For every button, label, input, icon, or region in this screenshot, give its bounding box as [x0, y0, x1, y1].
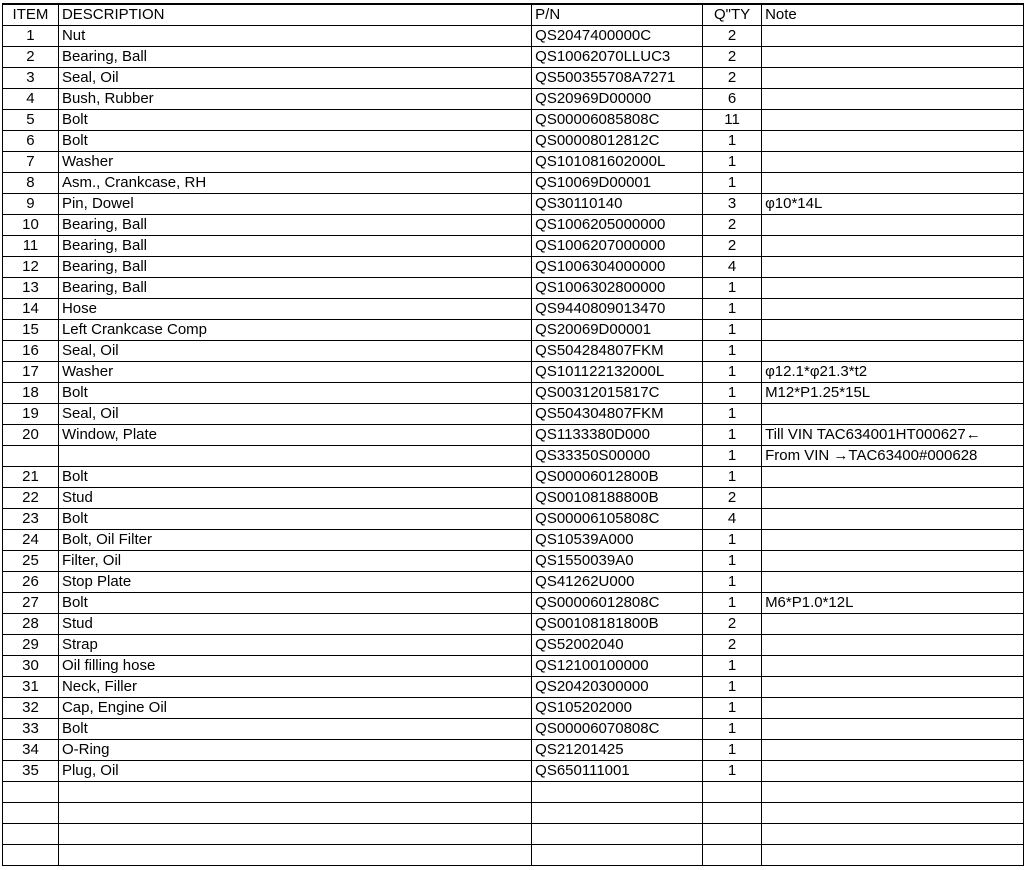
item-cell: 17: [3, 362, 59, 383]
table-row: [3, 656, 1024, 677]
col-header-pn: P/N: [532, 4, 703, 26]
note-cell: [762, 719, 1024, 740]
item-cell: 19: [3, 404, 59, 425]
qty-cell: 2: [703, 614, 762, 635]
pn-cell: QS00312015817C: [532, 383, 703, 404]
note-cell: [762, 26, 1024, 47]
table-row: [3, 89, 1024, 110]
item-cell: 28: [3, 614, 59, 635]
qty-cell: 2: [703, 488, 762, 509]
pn-cell: QS12100100000: [532, 656, 703, 677]
description-cell: Window, Plate: [58, 425, 531, 446]
qty-cell: 1: [703, 341, 762, 362]
qty-cell: 4: [703, 509, 762, 530]
note-cell: [762, 278, 1024, 299]
pn-cell: QS1006302800000: [532, 278, 703, 299]
pn-cell: QS650111001: [532, 761, 703, 782]
qty-cell: 4: [703, 257, 762, 278]
pn-cell: QS2047400000C: [532, 26, 703, 47]
item-cell: 12: [3, 257, 59, 278]
description-cell: Bolt: [58, 467, 531, 488]
qty-cell: 1: [703, 761, 762, 782]
qty-cell: 1: [703, 551, 762, 572]
qty-cell: 1: [703, 446, 762, 467]
item-cell: 2: [3, 47, 59, 68]
table-row: [3, 551, 1024, 572]
note-cell: [762, 803, 1024, 824]
table-row: [3, 677, 1024, 698]
qty-cell: [703, 845, 762, 866]
pn-cell: QS1550039A0: [532, 551, 703, 572]
qty-cell: 1: [703, 467, 762, 488]
item-cell: 16: [3, 341, 59, 362]
table-row: [3, 131, 1024, 152]
description-cell: Washer: [58, 362, 531, 383]
table-row: [3, 110, 1024, 131]
pn-cell: QS101081602000L: [532, 152, 703, 173]
item-cell: 25: [3, 551, 59, 572]
qty-cell: 1: [703, 152, 762, 173]
pn-cell: QS10069D00001: [532, 173, 703, 194]
qty-cell: 1: [703, 425, 762, 446]
table-row: [3, 719, 1024, 740]
pn-cell: QS33350S00000: [532, 446, 703, 467]
qty-cell: 2: [703, 26, 762, 47]
description-cell: Asm., Crankcase, RH: [58, 173, 531, 194]
note-cell: φ12.1*φ21.3*t2: [762, 362, 1024, 383]
qty-cell: [703, 782, 762, 803]
qty-cell: 2: [703, 635, 762, 656]
item-cell: [3, 803, 59, 824]
pn-cell: QS52002040: [532, 635, 703, 656]
description-cell: Neck, Filler: [58, 677, 531, 698]
pn-cell: QS1006304000000: [532, 257, 703, 278]
description-cell: [58, 782, 531, 803]
item-cell: 13: [3, 278, 59, 299]
qty-cell: 1: [703, 404, 762, 425]
table-row: [3, 509, 1024, 530]
table-row: [3, 614, 1024, 635]
description-cell: Bearing, Ball: [58, 236, 531, 257]
qty-cell: 1: [703, 173, 762, 194]
pn-cell: QS504284807FKM: [532, 341, 703, 362]
table-row: [3, 425, 1024, 446]
col-header-description: DESCRIPTION: [58, 4, 531, 26]
item-cell: 33: [3, 719, 59, 740]
table-row: [3, 635, 1024, 656]
item-cell: 26: [3, 572, 59, 593]
qty-cell: 1: [703, 572, 762, 593]
description-cell: Bearing, Ball: [58, 278, 531, 299]
table-row: [3, 320, 1024, 341]
note-cell: [762, 131, 1024, 152]
item-cell: [3, 782, 59, 803]
description-cell: O-Ring: [58, 740, 531, 761]
item-cell: 5: [3, 110, 59, 131]
note-cell: [762, 677, 1024, 698]
note-cell: [762, 173, 1024, 194]
item-cell: [3, 824, 59, 845]
item-cell: 35: [3, 761, 59, 782]
note-cell: [762, 761, 1024, 782]
item-cell: 30: [3, 656, 59, 677]
item-cell: 10: [3, 215, 59, 236]
description-cell: Bearing, Ball: [58, 215, 531, 236]
note-cell: [762, 404, 1024, 425]
description-cell: Bush, Rubber: [58, 89, 531, 110]
col-header-qty: Q"TY: [703, 4, 762, 26]
pn-cell: [532, 845, 703, 866]
table-row: [3, 299, 1024, 320]
note-cell: [762, 551, 1024, 572]
item-cell: 34: [3, 740, 59, 761]
pn-cell: QS00006070808C: [532, 719, 703, 740]
note-cell: [762, 740, 1024, 761]
qty-cell: 1: [703, 719, 762, 740]
pn-cell: QS10539A000: [532, 530, 703, 551]
table-row: [3, 404, 1024, 425]
table-row: [3, 215, 1024, 236]
table-row: [3, 530, 1024, 551]
qty-cell: 1: [703, 299, 762, 320]
parts-table: [2, 3, 1024, 866]
table-row: [3, 257, 1024, 278]
pn-cell: QS101122132000L: [532, 362, 703, 383]
qty-cell: 2: [703, 47, 762, 68]
note-cell: [762, 614, 1024, 635]
description-cell: Strap: [58, 635, 531, 656]
note-cell: [762, 845, 1024, 866]
qty-cell: 2: [703, 68, 762, 89]
description-cell: Bolt: [58, 131, 531, 152]
qty-cell: 1: [703, 656, 762, 677]
item-cell: 8: [3, 173, 59, 194]
table-row: [3, 383, 1024, 404]
qty-cell: [703, 803, 762, 824]
table-row: [3, 845, 1024, 866]
table-row: [3, 803, 1024, 824]
note-cell: [762, 68, 1024, 89]
note-cell: [762, 635, 1024, 656]
description-cell: Seal, Oil: [58, 68, 531, 89]
note-cell: [762, 320, 1024, 341]
pn-cell: QS20420300000: [532, 677, 703, 698]
item-cell: 29: [3, 635, 59, 656]
pn-cell: QS20069D00001: [532, 320, 703, 341]
description-cell: [58, 845, 531, 866]
note-cell: [762, 530, 1024, 551]
description-cell: Left Crankcase Comp: [58, 320, 531, 341]
description-cell: Bolt: [58, 593, 531, 614]
qty-cell: 3: [703, 194, 762, 215]
table-row: [3, 194, 1024, 215]
description-cell: Bolt: [58, 383, 531, 404]
item-cell: 20: [3, 425, 59, 446]
description-cell: Filter, Oil: [58, 551, 531, 572]
description-cell: Seal, Oil: [58, 341, 531, 362]
note-cell: From VIN →TAC63400#000628: [762, 446, 1024, 467]
qty-cell: 1: [703, 383, 762, 404]
note-cell: M12*P1.25*15L: [762, 383, 1024, 404]
col-header-note: Note: [762, 4, 1024, 26]
pn-cell: QS105202000: [532, 698, 703, 719]
pn-cell: QS00006085808C: [532, 110, 703, 131]
item-cell: 11: [3, 236, 59, 257]
item-cell: 3: [3, 68, 59, 89]
table-row: [3, 26, 1024, 47]
description-cell: [58, 803, 531, 824]
description-cell: Bearing, Ball: [58, 257, 531, 278]
table-row: [3, 488, 1024, 509]
table-row: [3, 278, 1024, 299]
item-cell: 22: [3, 488, 59, 509]
item-cell: 23: [3, 509, 59, 530]
item-cell: 1: [3, 26, 59, 47]
note-cell: [762, 215, 1024, 236]
note-cell: [762, 509, 1024, 530]
note-cell: [762, 782, 1024, 803]
pn-cell: QS00108188800B: [532, 488, 703, 509]
item-cell: 15: [3, 320, 59, 341]
description-cell: Washer: [58, 152, 531, 173]
pn-cell: QS1006205000000: [532, 215, 703, 236]
item-cell: 32: [3, 698, 59, 719]
qty-cell: 2: [703, 215, 762, 236]
item-cell: 24: [3, 530, 59, 551]
note-cell: [762, 89, 1024, 110]
qty-cell: 2: [703, 236, 762, 257]
pn-cell: QS21201425: [532, 740, 703, 761]
note-cell: [762, 299, 1024, 320]
item-cell: 6: [3, 131, 59, 152]
note-cell: [762, 152, 1024, 173]
note-cell: Till VIN TAC634001HT000627←: [762, 425, 1024, 446]
qty-cell: 6: [703, 89, 762, 110]
note-cell: [762, 656, 1024, 677]
pn-cell: QS00006012808C: [532, 593, 703, 614]
description-cell: Seal, Oil: [58, 404, 531, 425]
pn-cell: [532, 782, 703, 803]
item-cell: 27: [3, 593, 59, 614]
description-cell: Stop Plate: [58, 572, 531, 593]
item-cell: 9: [3, 194, 59, 215]
pn-cell: [532, 803, 703, 824]
description-cell: Stud: [58, 488, 531, 509]
qty-cell: [703, 824, 762, 845]
description-cell: Bolt: [58, 509, 531, 530]
qty-cell: 1: [703, 698, 762, 719]
description-cell: Bolt: [58, 110, 531, 131]
pn-cell: QS30110140: [532, 194, 703, 215]
item-cell: 21: [3, 467, 59, 488]
table-row: [3, 593, 1024, 614]
note-cell: [762, 341, 1024, 362]
pn-cell: [532, 824, 703, 845]
qty-cell: 1: [703, 278, 762, 299]
description-cell: Cap, Engine Oil: [58, 698, 531, 719]
description-cell: Bolt, Oil Filter: [58, 530, 531, 551]
pn-cell: QS500355708A7271: [532, 68, 703, 89]
qty-cell: 1: [703, 677, 762, 698]
header-row: [3, 4, 1024, 26]
note-cell: [762, 824, 1024, 845]
qty-cell: 1: [703, 362, 762, 383]
pn-cell: QS1133380D000: [532, 425, 703, 446]
description-cell: [58, 824, 531, 845]
table-row: [3, 152, 1024, 173]
table-row: [3, 824, 1024, 845]
pn-cell: QS504304807FKM: [532, 404, 703, 425]
table-row: [3, 68, 1024, 89]
description-cell: Bearing, Ball: [58, 47, 531, 68]
table-row: [3, 47, 1024, 68]
item-cell: [3, 845, 59, 866]
qty-cell: 1: [703, 320, 762, 341]
note-cell: [762, 488, 1024, 509]
note-cell: [762, 698, 1024, 719]
qty-cell: 1: [703, 131, 762, 152]
note-cell: [762, 257, 1024, 278]
table-row: [3, 761, 1024, 782]
note-cell: [762, 467, 1024, 488]
note-cell: [762, 47, 1024, 68]
description-cell: [58, 446, 531, 467]
pn-cell: QS10062070LLUC3: [532, 47, 703, 68]
qty-cell: 1: [703, 530, 762, 551]
description-cell: Plug, Oil: [58, 761, 531, 782]
qty-cell: 1: [703, 740, 762, 761]
pn-cell: QS00006105808C: [532, 509, 703, 530]
description-cell: Pin, Dowel: [58, 194, 531, 215]
pn-cell: QS00008012812C: [532, 131, 703, 152]
item-cell: 31: [3, 677, 59, 698]
description-cell: Nut: [58, 26, 531, 47]
pn-cell: QS00006012800B: [532, 467, 703, 488]
table-row: [3, 467, 1024, 488]
pn-cell: QS00108181800B: [532, 614, 703, 635]
table-row: [3, 782, 1024, 803]
item-cell: 7: [3, 152, 59, 173]
note-cell: [762, 236, 1024, 257]
note-cell: [762, 572, 1024, 593]
table-row: [3, 446, 1024, 467]
table-row: [3, 572, 1024, 593]
table-row: [3, 698, 1024, 719]
table-row: [3, 173, 1024, 194]
item-cell: 4: [3, 89, 59, 110]
note-cell: φ10*14L: [762, 194, 1024, 215]
note-cell: [762, 110, 1024, 131]
pn-cell: QS20969D00000: [532, 89, 703, 110]
description-cell: Hose: [58, 299, 531, 320]
description-cell: Bolt: [58, 719, 531, 740]
table-row: [3, 740, 1024, 761]
col-header-item: ITEM: [3, 4, 59, 26]
pn-cell: QS41262U000: [532, 572, 703, 593]
item-cell: 18: [3, 383, 59, 404]
item-cell: 14: [3, 299, 59, 320]
table-row: [3, 341, 1024, 362]
qty-cell: 11: [703, 110, 762, 131]
pn-cell: QS1006207000000: [532, 236, 703, 257]
description-cell: Oil filling hose: [58, 656, 531, 677]
pn-cell: QS9440809013470: [532, 299, 703, 320]
description-cell: Stud: [58, 614, 531, 635]
note-cell: M6*P1.0*12L: [762, 593, 1024, 614]
table-row: [3, 236, 1024, 257]
item-cell: [3, 446, 59, 467]
table-row: [3, 362, 1024, 383]
qty-cell: 1: [703, 593, 762, 614]
